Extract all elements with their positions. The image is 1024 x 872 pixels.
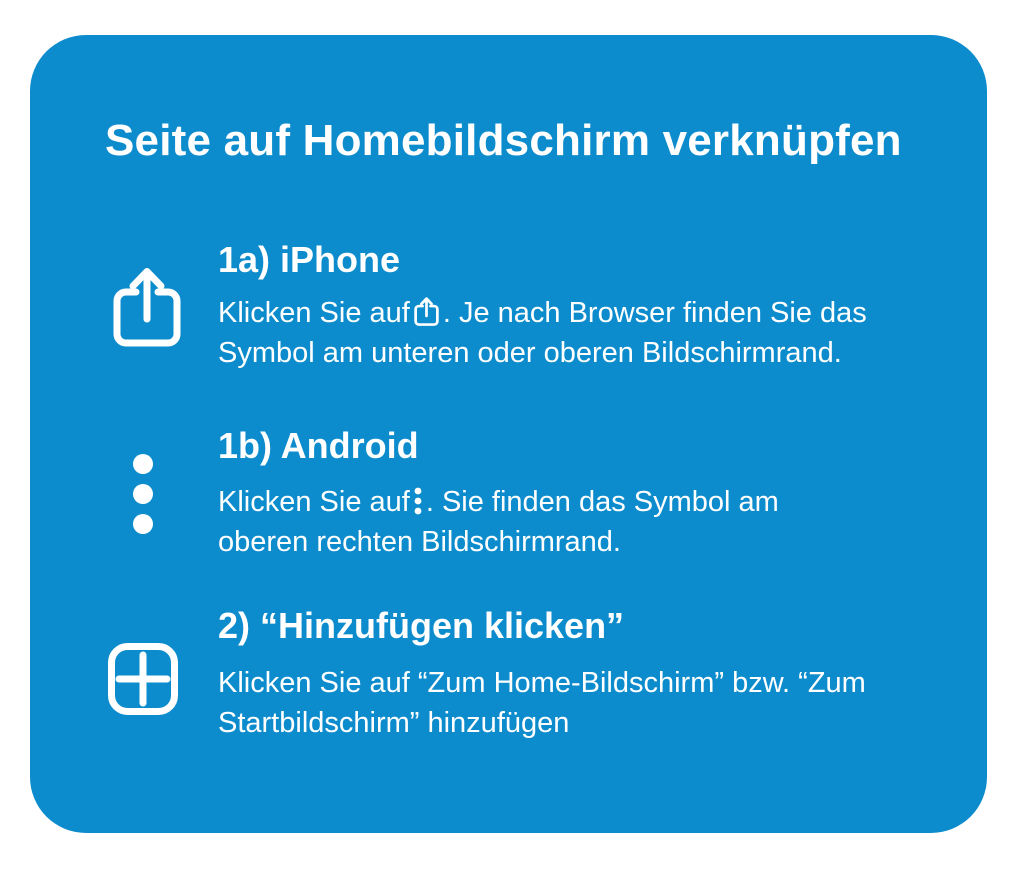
body-text: oberen rechten Bildschirmrand. (218, 526, 621, 558)
body-text: Symbol am unteren oder oberen Bildschirmrand. (218, 337, 842, 369)
page-title: Seite auf Homebildschirm verknüpfen (105, 116, 902, 165)
body-text: Startbildschirm” hinzufügen (218, 707, 570, 739)
body-text: Klicken Sie auf “Zum Home-Bildschirm” bzw. “Zum (218, 667, 866, 699)
body-text: . Je nach Browser finden Sie das (442, 297, 867, 329)
instruction-card (30, 35, 987, 833)
body-text: Klicken Sie auf (218, 486, 410, 518)
section-iphone-body (218, 293, 867, 373)
section-add-body (218, 663, 866, 743)
section-android-body (218, 482, 779, 562)
add-to-homescreen-icon (108, 643, 178, 715)
ios-share-inline-icon (414, 297, 439, 326)
kebab-menu-inline-icon (414, 487, 422, 515)
section-android-heading: 1b) Android (218, 425, 419, 466)
body-text: . Sie finden das Symbol am (425, 486, 779, 518)
kebab-menu-icon (132, 453, 154, 535)
section-add-heading: 2) “Hinzufügen klicken” (218, 605, 625, 646)
body-text: Klicken Sie auf (218, 297, 410, 329)
ios-share-icon (113, 267, 181, 347)
section-iphone-heading: 1a) iPhone (218, 239, 401, 280)
